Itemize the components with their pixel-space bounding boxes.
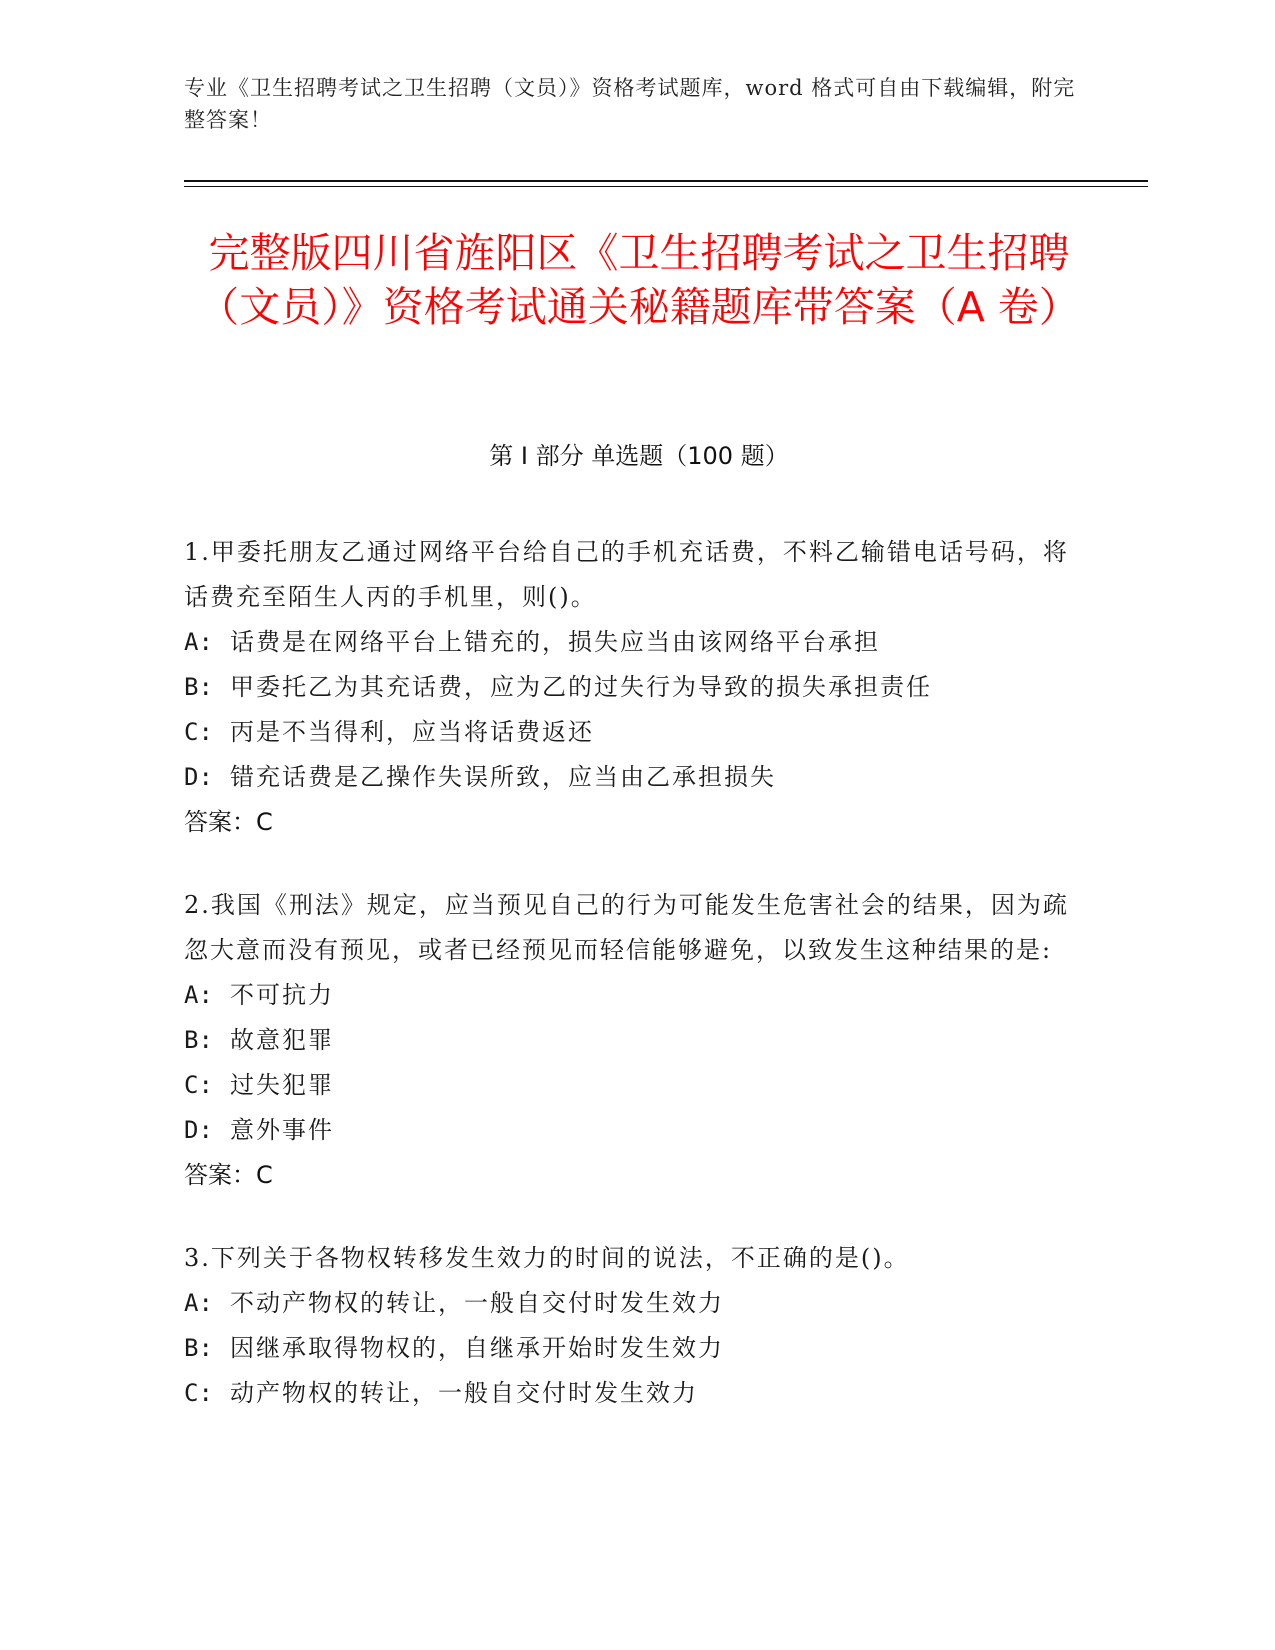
option-a [184, 1281, 1084, 1326]
option-c [184, 710, 1084, 755]
question-2 [184, 883, 1084, 1198]
option-letter: B: [184, 673, 213, 701]
document-title: 完整版四川省旌阳区《卫生招聘考试之卫生招聘（文员）》资格考试通关秘籍题库带答案（A 卷） [198, 229, 1080, 331]
option-letter: A: [184, 1289, 213, 1317]
option-text: 故意犯罪 [230, 1026, 334, 1054]
option-letter: D: [184, 1116, 213, 1144]
option-d [184, 755, 1084, 800]
option-text: 不动产物权的转让，一般自交付时发生效力 [230, 1289, 724, 1317]
question-stem: 3.下列关于各物权转移发生效力的时间的说法，不正确的是()。 [184, 1244, 910, 1272]
answer-line: 答案：C [184, 808, 273, 836]
option-letter: A: [184, 628, 213, 656]
option-c [184, 1371, 1084, 1416]
option-letter: B: [184, 1026, 213, 1054]
option-letter: A: [184, 981, 213, 1009]
section-heading: 第 I 部分 单选题（100 题） [489, 442, 789, 470]
option-c [184, 1063, 1084, 1108]
option-text: 错充话费是乙操作失误所致，应当由乙承担损失 [230, 763, 776, 791]
question-stem: 1.甲委托朋友乙通过网络平台给自己的手机充话费，不料乙输错电话号码，将话费充至陌生人丙的手机里，则()。 [184, 538, 1069, 611]
question-stem: 2.我国《刑法》规定，应当预见自己的行为可能发生危害社会的结果，因为疏忽大意而没有预见，或者已经预见而轻信能够避免，以致发生这种结果的是: [184, 891, 1069, 964]
header-divider-thin [184, 186, 1148, 187]
option-text: 过失犯罪 [230, 1071, 334, 1099]
header-divider-thick [184, 180, 1148, 182]
option-text: 因继承取得物权的，自继承开始时发生效力 [230, 1334, 724, 1362]
option-letter: D: [184, 763, 213, 791]
question-1 [184, 530, 1084, 845]
option-d [184, 1108, 1084, 1153]
option-letter: C: [184, 718, 213, 746]
option-text: 甲委托乙为其充话费，应为乙的过失行为导致的损失承担责任 [230, 673, 932, 701]
option-letter: B: [184, 1334, 213, 1362]
option-a [184, 620, 1084, 665]
answer-line: 答案：C [184, 1161, 273, 1189]
question-3 [184, 1236, 1084, 1416]
option-b [184, 1326, 1084, 1371]
option-letter: C: [184, 1379, 213, 1407]
header-note: 专业《卫生招聘考试之卫生招聘（文员）》资格考试题库，word 格式可自由下载编辑，附完整答案！ [184, 76, 1076, 132]
question-list [184, 530, 1084, 1454]
option-b [184, 1018, 1084, 1063]
option-text: 动产物权的转让，一般自交付时发生效力 [230, 1379, 698, 1407]
option-text: 不可抗力 [230, 981, 334, 1009]
option-text: 意外事件 [230, 1116, 334, 1144]
option-letter: C: [184, 1071, 213, 1099]
option-a [184, 973, 1084, 1018]
option-b [184, 665, 1084, 710]
option-text: 丙是不当得利，应当将话费返还 [230, 718, 594, 746]
option-text: 话费是在网络平台上错充的，损失应当由该网络平台承担 [230, 628, 880, 656]
